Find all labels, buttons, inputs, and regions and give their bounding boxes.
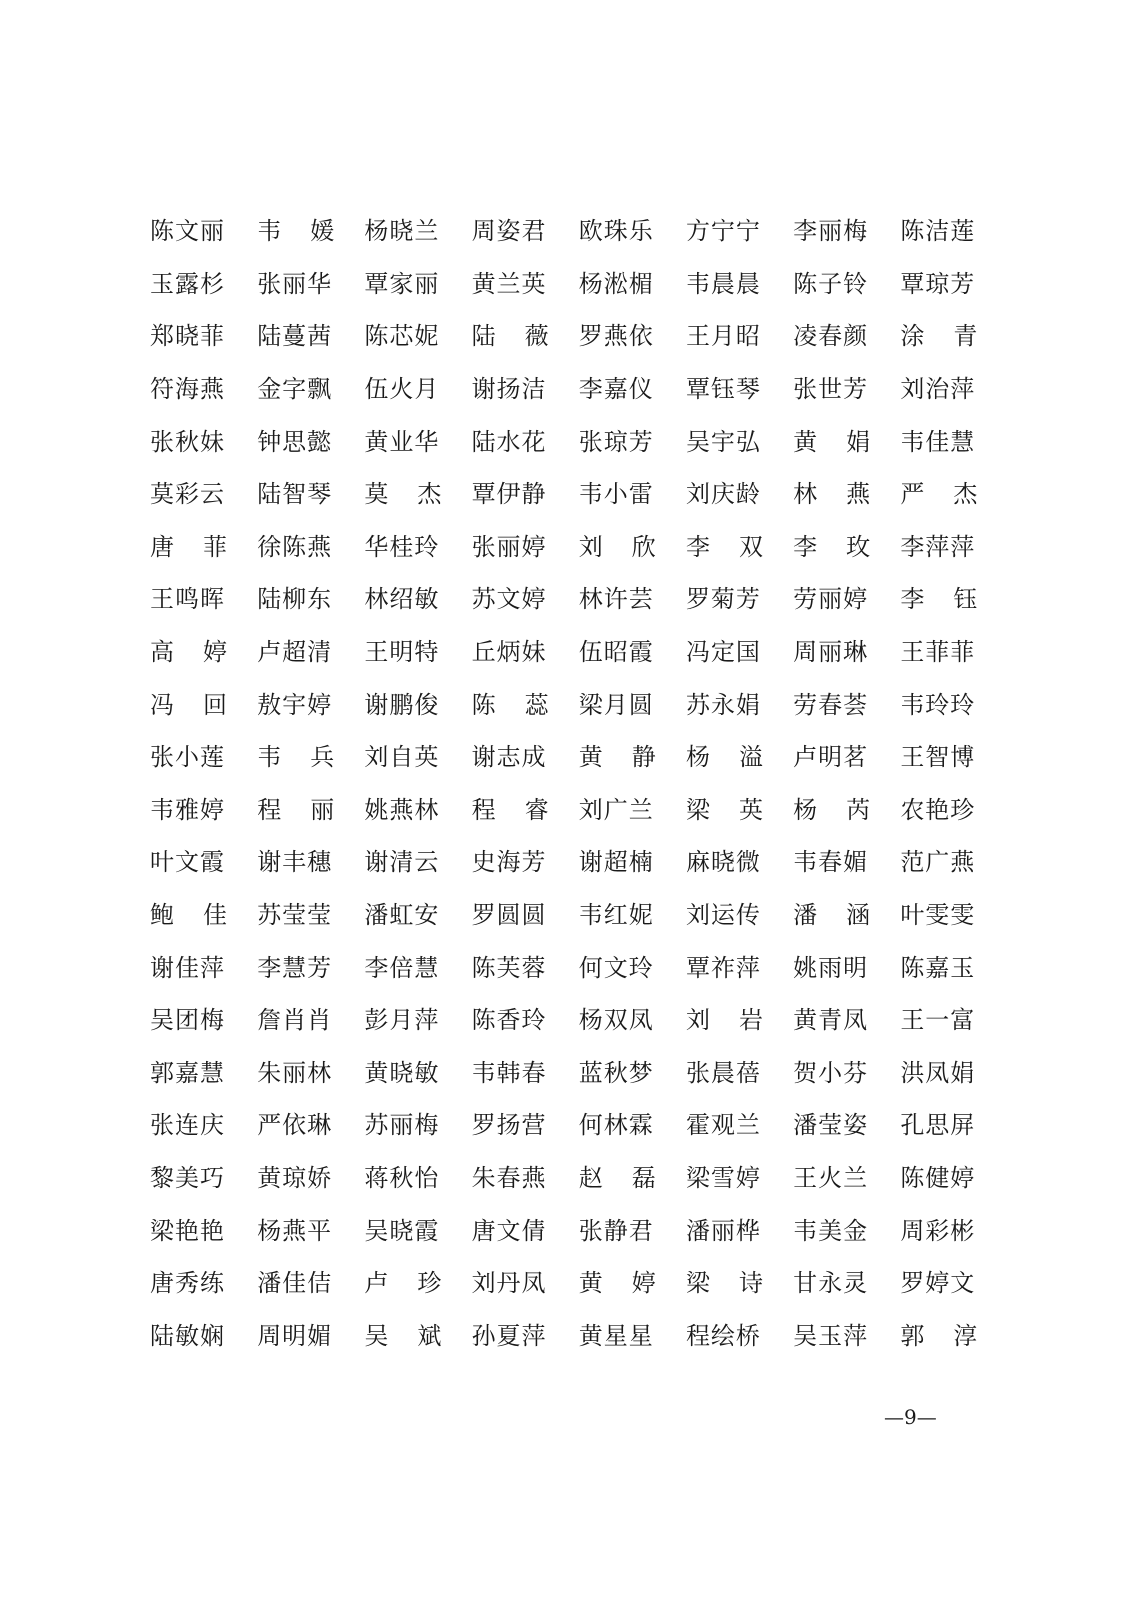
- name-entry: 谢佳萍: [150, 953, 225, 982]
- name-entry: 方宁宁: [685, 217, 761, 246]
- name-entry: 农艳珍: [900, 795, 976, 824]
- name-entry: 黄业华: [364, 427, 440, 456]
- name-entry: 何林霖: [578, 1111, 654, 1140]
- name-entry: 韦 媛: [257, 217, 336, 246]
- name-row: [150, 678, 978, 731]
- name-entry: 杨燕平: [257, 1216, 333, 1245]
- name-entry: 莫彩云: [150, 480, 225, 509]
- name-entry: 叶文霞: [150, 848, 225, 877]
- name-entry: 敖宇婷: [257, 690, 333, 719]
- name-entry: 吴晓霞: [364, 1216, 440, 1245]
- name-entry: 韦 兵: [257, 743, 336, 772]
- name-entry: 潘丽桦: [685, 1216, 761, 1245]
- name-entry: 谢扬洁: [471, 375, 547, 404]
- name-row: [150, 415, 978, 468]
- name-row: [150, 1047, 978, 1100]
- name-entry: 林许芸: [578, 585, 654, 614]
- name-row: [150, 205, 978, 258]
- name-entry: 姚雨明: [793, 953, 869, 982]
- name-entry: 刘自英: [364, 743, 440, 772]
- name-entry: 李 玫: [793, 532, 872, 561]
- name-entry: 罗婷文: [900, 1269, 976, 1298]
- name-row: [150, 994, 978, 1047]
- name-entry: 王一富: [900, 1006, 976, 1035]
- name-entry: 鲍 佳: [150, 901, 228, 930]
- name-entry: 劳春荟: [793, 690, 869, 719]
- name-entry: 冯 回: [150, 690, 228, 719]
- name-entry: 陈 蕊: [471, 690, 550, 719]
- name-entry: 郑晓菲: [150, 322, 225, 351]
- name-entry: 罗圆圆: [471, 901, 547, 930]
- name-entry: 覃钰琴: [685, 375, 761, 404]
- name-entry: 罗菊芳: [685, 585, 761, 614]
- name-entry: 吴 斌: [364, 1321, 443, 1350]
- name-entry: 叶雯雯: [900, 901, 976, 930]
- name-entry: 谢清云: [364, 848, 440, 877]
- name-entry: 陈香玲: [471, 1006, 547, 1035]
- name-row: [150, 363, 978, 416]
- name-entry: 苏莹莹: [257, 901, 333, 930]
- name-entry: 黄星星: [578, 1321, 654, 1350]
- name-entry: 刘 欣: [578, 532, 657, 561]
- name-row: [150, 941, 978, 994]
- name-entry: 凌春颜: [793, 322, 869, 351]
- name-entry: 朱丽林: [257, 1058, 333, 1087]
- name-entry: 杨晓兰: [364, 217, 440, 246]
- name-entry: 梁雪婷: [685, 1163, 761, 1192]
- name-entry: 唐秀练: [150, 1269, 225, 1298]
- name-entry: 刘丹凤: [471, 1269, 547, 1298]
- name-entry: 蒋秋怡: [364, 1163, 440, 1192]
- name-entry: 刘广兰: [578, 795, 654, 824]
- name-entry: 郭 淳: [900, 1321, 979, 1350]
- name-entry: 杨 芮: [793, 795, 872, 824]
- name-entry: 王智博: [900, 743, 976, 772]
- name-row: [150, 626, 978, 679]
- name-entry: 丘炳妹: [471, 638, 547, 667]
- name-entry: 严依琳: [257, 1111, 333, 1140]
- name-entry: 黄琼娇: [257, 1163, 333, 1192]
- name-entry: 梁艳艳: [150, 1216, 225, 1245]
- name-entry: 张琼芳: [578, 427, 654, 456]
- name-entry: 潘佳佶: [257, 1269, 333, 1298]
- name-entry: 吴团梅: [150, 1006, 225, 1035]
- name-entry: 严 杰: [900, 480, 979, 509]
- name-entry: 李 双: [685, 532, 764, 561]
- name-row: [150, 1099, 978, 1152]
- name-entry: 谢超楠: [578, 848, 654, 877]
- name-entry: 霍观兰: [685, 1111, 761, 1140]
- name-entry: 伍昭霞: [578, 638, 654, 667]
- name-entry: 苏丽梅: [364, 1111, 440, 1140]
- name-entry: 韦佳慧: [900, 427, 976, 456]
- name-entry: 周姿君: [471, 217, 547, 246]
- name-entry: 潘莹姿: [793, 1111, 869, 1140]
- name-entry: 吴玉萍: [793, 1321, 869, 1350]
- name-entry: 苏永娟: [685, 690, 761, 719]
- name-entry: 唐 菲: [150, 532, 228, 561]
- name-entry: 洪凤娟: [900, 1058, 976, 1087]
- name-entry: 卢超清: [257, 638, 333, 667]
- name-row: [150, 1257, 978, 1310]
- name-entry: 刘运传: [685, 901, 761, 930]
- name-entry: 覃家丽: [364, 269, 440, 298]
- name-entry: 赵 磊: [578, 1163, 657, 1192]
- name-entry: 何文玲: [578, 953, 654, 982]
- name-entry: 陈芯妮: [364, 322, 440, 351]
- name-entry: 张静君: [578, 1216, 654, 1245]
- name-entry: 金字飘: [257, 375, 333, 404]
- name-row: [150, 258, 978, 311]
- name-row: [150, 784, 978, 837]
- name-row: [150, 1204, 978, 1257]
- name-entry: 王鸣晖: [150, 585, 225, 614]
- name-entry: 孔思屏: [900, 1111, 976, 1140]
- name-entry: 贺小芬: [793, 1058, 869, 1087]
- name-entry: 刘庆龄: [685, 480, 761, 509]
- name-entry: 王菲菲: [900, 638, 976, 667]
- name-entry: 覃祚萍: [685, 953, 761, 982]
- name-entry: 罗燕依: [578, 322, 654, 351]
- name-entry: 史海芳: [471, 848, 547, 877]
- name-entry: 姚燕林: [364, 795, 440, 824]
- name-entry: 杨 溢: [685, 743, 764, 772]
- name-entry: 黎美巧: [150, 1163, 225, 1192]
- name-entry: 杨双凤: [578, 1006, 654, 1035]
- name-entry: 李慧芳: [257, 953, 333, 982]
- name-row: [150, 310, 978, 363]
- name-entry: 蓝秋梦: [578, 1058, 654, 1087]
- name-entry: 张小莲: [150, 743, 225, 772]
- name-row: [150, 468, 978, 521]
- name-entry: 程 睿: [471, 795, 550, 824]
- name-entry: 王火兰: [793, 1163, 869, 1192]
- name-entry: 李萍萍: [900, 532, 976, 561]
- name-row: [150, 1309, 978, 1362]
- name-entry: 黄 静: [578, 743, 657, 772]
- name-entry: 陆柳东: [257, 585, 333, 614]
- name-row: [150, 573, 978, 626]
- name-entry: 欧珠乐: [578, 217, 654, 246]
- name-entry: 张丽华: [257, 269, 333, 298]
- name-entry: 陈洁莲: [900, 217, 976, 246]
- name-entry: 陈文丽: [150, 217, 225, 246]
- name-entry: 陈子铃: [793, 269, 869, 298]
- name-entry: 李丽梅: [793, 217, 869, 246]
- name-entry: 钟思懿: [257, 427, 333, 456]
- name-entry: 韦晨晨: [685, 269, 761, 298]
- name-entry: 韦美金: [793, 1216, 869, 1245]
- name-entry: 韦韩春: [471, 1058, 547, 1087]
- name-entry: 韦玲玲: [900, 690, 976, 719]
- name-entry: 詹肖肖: [257, 1006, 333, 1035]
- name-entry: 黄 娟: [793, 427, 872, 456]
- name-row: [150, 889, 978, 942]
- name-entry: 张晨蓓: [685, 1058, 761, 1087]
- name-entry: 华桂玲: [364, 532, 440, 561]
- name-entry: 玉露杉: [150, 269, 225, 298]
- name-entry: 陆敏娴: [150, 1321, 225, 1350]
- name-entry: 麻晓微: [685, 848, 761, 877]
- name-entry: 梁 英: [685, 795, 764, 824]
- name-entry: 刘治萍: [900, 375, 976, 404]
- name-entry: 程绘桥: [685, 1321, 761, 1350]
- name-entry: 张丽婷: [471, 532, 547, 561]
- name-entry: 潘 涵: [793, 901, 872, 930]
- name-row: [150, 836, 978, 889]
- name-entry: 罗扬营: [471, 1111, 547, 1140]
- name-entry: 冯定国: [685, 638, 761, 667]
- name-entry: 潘虹安: [364, 901, 440, 930]
- name-entry: 周彩彬: [900, 1216, 976, 1245]
- name-entry: 陆水花: [471, 427, 547, 456]
- name-entry: 高 婷: [150, 638, 228, 667]
- name-entry: 谢丰穗: [257, 848, 333, 877]
- name-entry: 程 丽: [257, 795, 336, 824]
- name-entry: 黄 婷: [578, 1269, 657, 1298]
- name-entry: 黄兰英: [471, 269, 547, 298]
- name-entry: 韦小雷: [578, 480, 654, 509]
- name-entry: 涂 青: [900, 322, 979, 351]
- name-entry: 卢明茗: [793, 743, 869, 772]
- name-entry: 李倍慧: [364, 953, 440, 982]
- name-entry: 周丽琳: [793, 638, 869, 667]
- name-entry: 谢鹏俊: [364, 690, 440, 719]
- name-entry: 韦春媚: [793, 848, 869, 877]
- name-entry: 李嘉仪: [578, 375, 654, 404]
- name-entry: 陈健婷: [900, 1163, 976, 1192]
- name-entry: 张连庆: [150, 1111, 225, 1140]
- name-entry: 谢志成: [471, 743, 547, 772]
- name-entry: 甘永灵: [793, 1269, 869, 1298]
- name-row: [150, 521, 978, 574]
- name-entry: 孙夏萍: [471, 1321, 547, 1350]
- name-entry: 陈嘉玉: [900, 953, 976, 982]
- name-entry: 周明媚: [257, 1321, 333, 1350]
- name-entry: 唐文倩: [471, 1216, 547, 1245]
- name-entry: 莫 杰: [364, 480, 443, 509]
- name-entry: 陈芙蓉: [471, 953, 547, 982]
- name-row: [150, 731, 978, 784]
- name-entry: 朱春燕: [471, 1163, 547, 1192]
- name-entry: 陆 薇: [471, 322, 550, 351]
- name-entry: 王月昭: [685, 322, 761, 351]
- name-entry: 李 钰: [900, 585, 979, 614]
- name-row: [150, 1152, 978, 1205]
- name-entry: 范广燕: [900, 848, 976, 877]
- name-entry: 韦红妮: [578, 901, 654, 930]
- name-entry: 林 燕: [793, 480, 872, 509]
- name-entry: 黄晓敏: [364, 1058, 440, 1087]
- page-number: —9—: [884, 1405, 937, 1429]
- name-entry: 王明特: [364, 638, 440, 667]
- name-entry: 韦雅婷: [150, 795, 225, 824]
- name-entry: 张秋妹: [150, 427, 225, 456]
- name-entry: 张世芳: [793, 375, 869, 404]
- name-entry: 伍火月: [364, 375, 440, 404]
- name-entry: 苏文婷: [471, 585, 547, 614]
- name-entry: 陆智琴: [257, 480, 333, 509]
- name-entry: 符海燕: [150, 375, 225, 404]
- name-entry: 林绍敏: [364, 585, 440, 614]
- name-entry: 郭嘉慧: [150, 1058, 225, 1087]
- name-entry: 梁月圆: [578, 690, 654, 719]
- name-entry: 陆蔓茜: [257, 322, 333, 351]
- name-entry: 卢 珍: [364, 1269, 443, 1298]
- name-entry: 刘 岩: [685, 1006, 764, 1035]
- name-entry: 吴宇弘: [685, 427, 761, 456]
- name-list-grid: [150, 205, 978, 1362]
- name-entry: 梁 诗: [685, 1269, 764, 1298]
- name-entry: 徐陈燕: [257, 532, 333, 561]
- name-entry: 劳丽婷: [793, 585, 869, 614]
- name-entry: 覃伊静: [471, 480, 547, 509]
- name-entry: 彭月萍: [364, 1006, 440, 1035]
- name-entry: 杨淞楣: [578, 269, 654, 298]
- name-entry: 覃琼芳: [900, 269, 976, 298]
- name-entry: 黄青凤: [793, 1006, 869, 1035]
